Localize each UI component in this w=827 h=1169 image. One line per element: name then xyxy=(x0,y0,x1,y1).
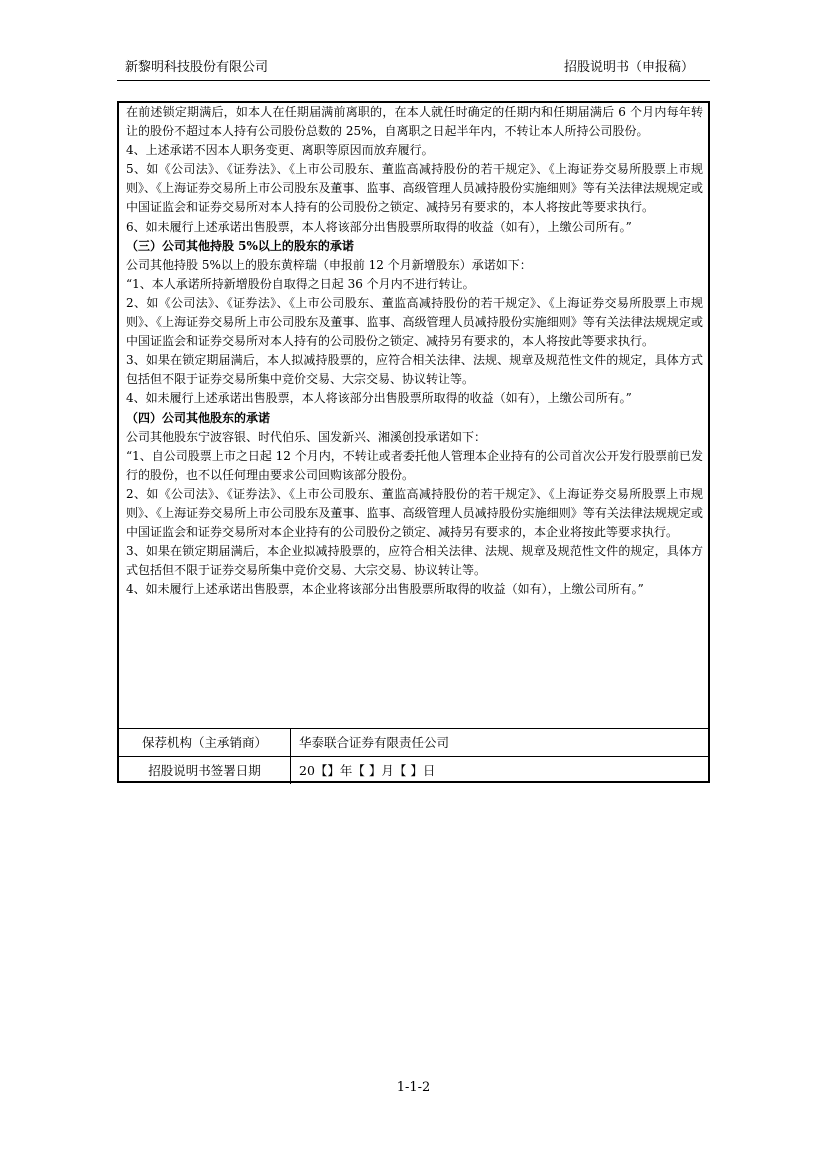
paragraph: 公司其他股东宁波容银、时代伯乐、国发新兴、湘溪创投承诺如下： xyxy=(126,429,487,444)
paragraph: 4、如未履行上述承诺出售股票，本企业将该部分出售股票所取得的收益（如有），上缴公司所有。” xyxy=(126,582,644,597)
page-number: 1-1-2 xyxy=(396,1080,431,1095)
signing-date-value: 20【】年【 】月【 】日 xyxy=(299,763,436,778)
company-name: 新黎明科技股份有限公司 xyxy=(125,60,269,75)
sponsor-value: 华泰联合证券有限责任公司 xyxy=(299,735,450,750)
document-type: 招股说明书（申报稿） xyxy=(563,60,694,75)
paragraph: 3、如果在锁定期届满后，本企业拟减持股票的，应符合相关法律、法规、规章及规范性文件的规定，具体方式包括但不限于证券交易所集中竞价交易、大宗交易、协议转让等。 xyxy=(126,544,703,578)
sponsor-label: 保荐机构（主承销商） xyxy=(119,729,291,756)
sponsor-row xyxy=(119,728,708,756)
signing-date-row xyxy=(119,756,708,784)
paragraph: 2、如《公司法》、《证券法》、《上市公司股东、董监高减持股份的若干规定》、《上海证券交易所股票上市规则》、《上海证券交易所上市公司股东及董事、监事、高级管理人员减持股份实施细则》等有关法律法规规定或中国证监会和证券交易所对本人持有的公司股份之锁定、减持另有要求的，本人将按此等要求执行。 xyxy=(126,295,703,349)
paragraph: 公司其他持股 5%以上的股东黄梓瑞（申报前 12 个月新增股东）承诺如下： xyxy=(126,257,532,272)
section-heading: （三）公司其他持股 5%以上的股东的承诺 xyxy=(126,238,354,253)
paragraph: 在前述锁定期满后，如本人在任期届满前离职的，在本人就任时确定的任期内和任期届满后 6 个月内每年转让的股份不超过本人持有公司股份总数的 25%，自离职之日起半年内，不转让本人所持公司股份。 xyxy=(126,105,703,139)
paragraph: 6、如未履行上述承诺出售股票，本人将该部分出售股票所取得的收益（如有），上缴公司所有。” xyxy=(126,219,632,234)
section-heading: （四）公司其他股东的承诺 xyxy=(126,410,271,425)
paragraph: 4、上述承诺不因本人职务变更、离职等原因而放弃履行。 xyxy=(126,143,434,158)
paragraph: 2、如《公司法》、《证券法》、《上市公司股东、董监高减持股份的若干规定》、《上海证券交易所股票上市规则》、《上海证券交易所上市公司股东及董事、监事、高级管理人员减持股份实施细则》等有关法律法规规定或中国证监会和证券交易所对本企业持有的公司股份之锁定、减持另有要求的，本企业将按此等要求执行。 xyxy=(126,486,703,540)
signing-date-label: 招股说明书签署日期 xyxy=(119,757,291,784)
page-header xyxy=(117,58,710,81)
paragraph: “1、本人承诺所持新增股份自取得之日起 36 个月内不进行转让。 xyxy=(126,276,475,291)
paragraph: “1、自公司股票上市之日起 12 个月内，不转让或者委托他人管理本企业持有的公司首次公开发行股票前已发行的股份，也不以任何理由要求公司回购该部分股份。 xyxy=(126,448,703,482)
paragraph: 4、如未履行上述承诺出售股票，本人将该部分出售股票所取得的收益（如有），上缴公司所有。” xyxy=(126,391,632,406)
commitment-text xyxy=(126,103,703,599)
commitment-table xyxy=(117,101,710,783)
paragraph: 5、如《公司法》、《证券法》、《上市公司股东、董监高减持股份的若干规定》、《上海证券交易所股票上市规则》、《上海证券交易所上市公司股东及董事、监事、高级管理人员减持股份实施细则》等有关法律法规规定或中国证监会和证券交易所对本人持有的公司股份之锁定、减持另有要求的，本人将按此等要求执行。 xyxy=(126,162,703,215)
paragraph: 3、如果在锁定期届满后，本人拟减持股票的，应符合相关法律、法规、规章及规范性文件的规定，具体方式包括但不限于证券交易所集中竞价交易、大宗交易、协议转让等。 xyxy=(126,353,703,387)
